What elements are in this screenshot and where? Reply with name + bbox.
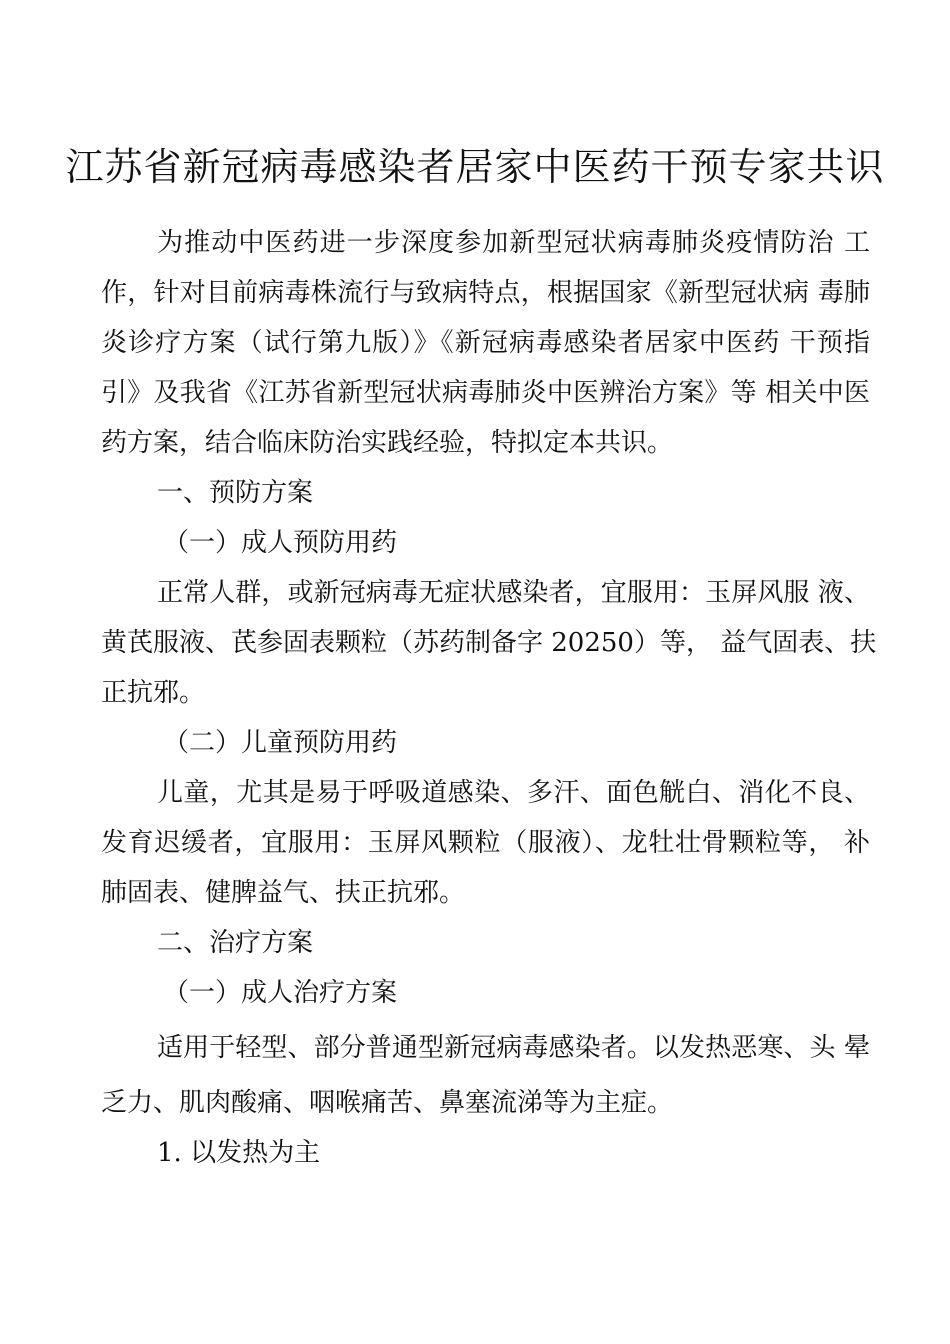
- subsection-heading-adult-treatment: （一）成人治疗方案: [163, 978, 398, 1008]
- child-prevention-line-2: 发育迟缓者，宜服用：玉屏风颗粒（服液）、龙牡壮骨颗粒等， 补: [101, 828, 870, 858]
- section-heading-treatment: 二、治疗方案: [157, 928, 314, 958]
- document-title: 江苏省新冠病毒感染者居家中医药干预专家共识: [65, 145, 885, 189]
- subsection-heading-child-prevention: （二）儿童预防用药: [163, 728, 398, 758]
- intro-line-5: 药方案，结合临床防治实践经验，特拟定本共识。: [101, 428, 674, 458]
- list-item-fever: 1. 以发热为主: [157, 1138, 321, 1168]
- intro-line-3: 炎诊疗方案（试行第九版）》《新冠病毒感染者居家中医药 干预指: [101, 328, 870, 358]
- section-heading-prevention: 一、预防方案: [157, 478, 314, 508]
- intro-line-2: 作，针对目前病毒株流行与致病特点，根据国家《新型冠状病 毒肺: [101, 278, 870, 308]
- subsection-heading-adult-prevention: （一）成人预防用药: [163, 528, 398, 558]
- adult-treatment-line-2: 乏力、肌肉酸痛、咽喉痛苦、鼻塞流涕等为主症。: [101, 1088, 674, 1118]
- adult-prevention-line-3: 正抗邪。: [101, 678, 206, 708]
- child-prevention-line-1: 儿童，尤其是易于呼吸道感染、多汗、面色觥白、消化不良、: [157, 778, 870, 808]
- intro-line-4: 引》及我省《江苏省新型冠状病毒肺炎中医辨治方案》等 相关中医: [101, 378, 870, 408]
- adult-prevention-line-2: 黄芪服液、芪参固表颗粒（苏药制备字 20250）等， 益气固表、扶: [101, 628, 877, 658]
- adult-treatment-line-1: 适用于轻型、部分普通型新冠病毒感染者。以发热恶寒、头 晕: [157, 1033, 870, 1063]
- child-prevention-line-3: 肺固表、健脾益气、扶正抗邪。: [101, 878, 466, 908]
- adult-prevention-line-1: 正常人群，或新冠病毒无症状感染者，宜服用：玉屏风服 液、: [157, 578, 870, 608]
- intro-line-1: 为推动中医药进一步深度参加新型冠状病毒肺炎疫情防治 工: [157, 228, 870, 258]
